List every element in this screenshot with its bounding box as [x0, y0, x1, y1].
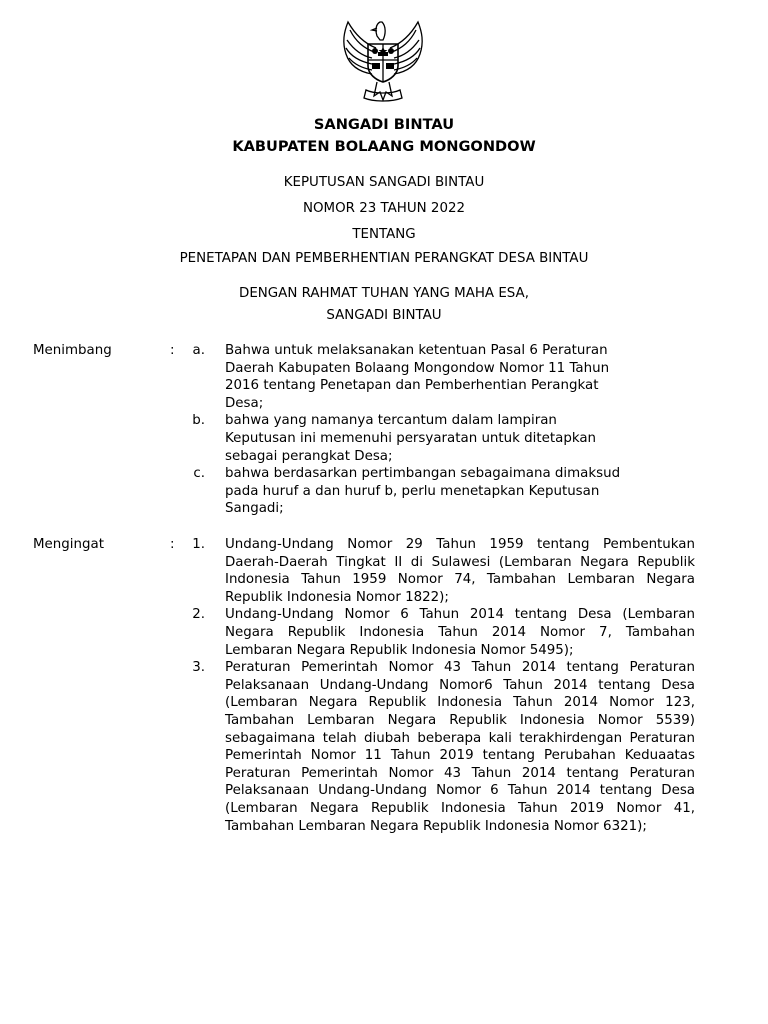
- item-line: Desa;: [225, 395, 264, 411]
- section-label: Mengingat: [33, 537, 104, 552]
- item-line: pada huruf a dan huruf b, perlu menetapkan Keputusan: [225, 483, 600, 499]
- item-line: Bahwa untuk melaksanakan ketentuan Pasal 6 Peraturan: [225, 343, 608, 358]
- item-number: b.: [192, 413, 205, 429]
- regency-title: KABUPATEN BOLAANG MONGONDOW: [232, 138, 536, 155]
- decree-subject: PENETAPAN DAN PEMBERHENTIAN PERANGKAT DESA BINTAU: [179, 251, 589, 266]
- list-item: [183, 412, 695, 465]
- list-item: [183, 536, 695, 606]
- item-line: Daerah Kabupaten Bolaang Mongondow Nomor 11 Tahun: [225, 360, 610, 376]
- list-item: [183, 465, 695, 518]
- considerations-list: [183, 342, 695, 518]
- item-number: 1.: [192, 537, 205, 552]
- item-text: Undang-Undang Nomor 6 Tahun 2014 tentang Desa (Lembaran Negara Republik Indonesia Tahun 2014 Nomor 7, Tambahan Lembaran Negara Republik Indonesia Nomor 5495);: [225, 607, 695, 658]
- issuer-line: SANGADI BINTAU: [326, 308, 442, 323]
- section-colon: :: [170, 537, 175, 552]
- item-number: a.: [192, 343, 205, 358]
- item-line: bahwa yang namanya tercantum dalam lampiran: [225, 413, 557, 429]
- item-line: Keputusan ini memenuhi persyaratan untuk ditetapkan: [225, 430, 597, 446]
- garuda-pancasila-emblem-icon: [330, 14, 436, 108]
- item-text: Peraturan Pemerintah Nomor 43 Tahun 2014 tentang Peraturan Pelaksanaan Undang-Undang Nomor6 Tahun 2014 tentang Desa (Lembaran Negara Republik Indonesia Tahun 2014 Nomor 123, Tambahan Lembaran Negara Republik Indonesia Nomor 5539) sebagaimana telah diubah beberapa kali terakhirdengan Peraturan Pemerintah Nomor 11 Tahun 2019 tentang Perubahan Keduaatas Peraturan Pemerintah Nomor 43 Tahun 2014 tentang Peraturan Pelaksanaan Undang-Undang Nomor 6 Tahun 2014 tentang Desa (Lembaran Negara Republik Indonesia Tahun 2019 Nomor 41, Tambahan Lembaran Negara Republik Indonesia Nomor 6321);: [225, 660, 695, 834]
- decree-title: KEPUTUSAN SANGADI BINTAU: [283, 175, 485, 190]
- list-item: [183, 659, 695, 835]
- item-number: 2.: [192, 607, 205, 623]
- office-title: SANGADI BINTAU: [313, 116, 455, 133]
- item-text: Undang-Undang Nomor 29 Tahun 1959 tentang Pembentukan Daerah-Daerah Tingkat II di Sulawesi (Lembaran Negara Republik Indonesia Tahun 1959 Nomor 74, Tambahan Lembaran Negara Republik Indonesia Nomor 1822);: [225, 537, 695, 605]
- section-colon: :: [170, 343, 175, 358]
- item-line: Sangadi;: [225, 501, 284, 517]
- legal-basis-list: [183, 536, 695, 835]
- list-item: [183, 606, 695, 659]
- item-line: sebagai perangkat Desa;: [225, 448, 393, 464]
- about-label: TENTANG: [352, 227, 416, 242]
- item-line: 2016 tentang Penetapan dan Pemberhentian Perangkat: [225, 378, 599, 394]
- item-number: 3.: [192, 660, 205, 676]
- list-item: [183, 342, 695, 412]
- section-label: Menimbang: [33, 343, 112, 358]
- blessing-line: DENGAN RAHMAT TUHAN YANG MAHA ESA,: [239, 286, 529, 301]
- decree-number: NOMOR 23 TAHUN 2022: [302, 201, 466, 216]
- item-number: c.: [193, 466, 205, 482]
- item-line: bahwa berdasarkan pertimbangan sebagaimana dimaksud: [225, 466, 621, 482]
